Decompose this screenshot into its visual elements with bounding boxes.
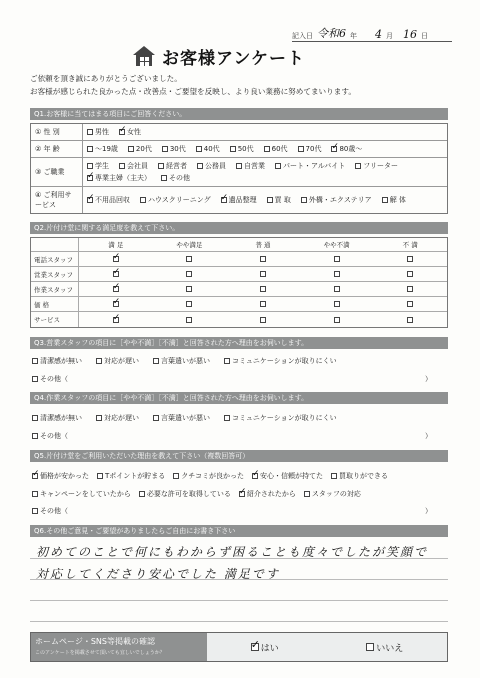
checkbox-icon[interactable]: [32, 358, 38, 364]
checkbox-icon[interactable]: [334, 286, 340, 292]
checkbox-icon[interactable]: [186, 301, 192, 307]
checkbox-icon[interactable]: [186, 286, 192, 292]
option-label: 20代: [135, 145, 152, 153]
option-label: 自営業: [244, 162, 265, 170]
option-label: 公務員: [205, 162, 226, 170]
q1-label: ② 年 齢: [31, 141, 83, 157]
option-label: 学生: [95, 162, 109, 170]
option-freeter[interactable]: [355, 161, 398, 171]
option-label: 50代: [237, 145, 254, 153]
option-label: 清潔感が無い: [40, 357, 82, 365]
intro-line-2: お客様が感じられた良かった点・改善点・ご要望を反映し、より良い業務に努めてまいります。: [30, 87, 356, 96]
q2-col-header: やや不満: [323, 241, 350, 249]
option-label: 80歳～: [339, 145, 363, 153]
q3-heading: Q3.営業スタッフの項目に［やや不満］［不満］と回答された方へ理由をお伺いします。: [30, 337, 448, 349]
option-label: 対応が遅い: [104, 357, 139, 365]
option-label: 遺品整理: [228, 196, 257, 204]
q2-row-label: 営業スタッフ: [31, 267, 79, 281]
publish-consent-label: [31, 633, 207, 661]
q4-heading: Q4.作業スタッフの項目に［やや不満］［不満］と回答された方へ理由をお伺いします。: [30, 392, 448, 404]
option-label: 外構・エクステリア: [308, 196, 372, 204]
publish-consent-title: ホームページ・SNS等掲載の確認: [35, 637, 155, 646]
checkbox-icon[interactable]: [260, 271, 266, 277]
q5-option-other[interactable]: [32, 506, 68, 516]
checkbox-icon[interactable]: [224, 415, 230, 421]
option-label: 清潔感が無い: [40, 414, 82, 422]
option-label: コミュニケーションが取りにくい: [232, 357, 337, 365]
checkbox-icon[interactable]: [260, 301, 266, 307]
q2-row-sales-staff: [31, 267, 447, 282]
checkbox-icon[interactable]: [407, 256, 413, 262]
q4-other: [32, 431, 432, 441]
checkbox-icon[interactable]: [87, 129, 93, 135]
q2-col-header: やや満足: [176, 241, 203, 249]
checkbox-icon[interactable]: [224, 358, 230, 364]
consent-yes-option[interactable]: [251, 641, 279, 654]
q1-row-gender: [31, 124, 447, 141]
intro-text: [30, 72, 460, 98]
option-label: 経営者: [166, 162, 187, 170]
entry-year-label: 年: [350, 32, 357, 40]
option-label: その他: [169, 174, 190, 182]
option-label: フリーター: [363, 162, 398, 170]
option-label: 40代: [203, 145, 220, 153]
checkbox-icon[interactable]: [162, 146, 168, 152]
option-buyback[interactable]: [267, 195, 291, 205]
q4-option-unclean[interactable]: [32, 413, 82, 423]
checkbox-icon[interactable]: [355, 163, 361, 169]
q2-row-service: [31, 312, 447, 327]
q5-option-referral[interactable]: [239, 489, 296, 499]
checkbox-icon[interactable]: [236, 163, 242, 169]
option-part-time[interactable]: [275, 161, 345, 171]
option-label: 30代: [169, 145, 186, 153]
q6-heading: Q6.その他ご意見・ご要望がありましたらご自由にお書き下さい: [30, 525, 448, 537]
q6-line-4: [30, 604, 448, 622]
checkbox-icon[interactable]: [407, 301, 413, 307]
checkbox-icon[interactable]: [97, 473, 103, 479]
checkbox-checked-icon[interactable]: [252, 473, 258, 479]
option-label: 言葉遣いが悪い: [161, 357, 210, 365]
q2-corner: [31, 238, 79, 251]
option-age-60s[interactable]: [264, 144, 288, 154]
option-employee[interactable]: [119, 161, 148, 171]
checkbox-icon[interactable]: [186, 317, 192, 323]
checkbox-checked-icon[interactable]: [331, 146, 337, 152]
q1-row-service: [31, 187, 447, 213]
q2-row-label: サービス: [31, 312, 79, 327]
checkbox-icon[interactable]: [260, 317, 266, 323]
checkbox-icon[interactable]: [230, 146, 236, 152]
q1-heading: Q1.お客様に当てはまる項目にご回答ください。: [30, 108, 448, 120]
q5-option-buyback[interactable]: [331, 471, 388, 481]
checkbox-icon[interactable]: [407, 317, 413, 323]
checkbox-icon[interactable]: [161, 175, 167, 181]
option-age-70s[interactable]: [298, 144, 322, 154]
checkbox-icon[interactable]: [298, 146, 304, 152]
option-label: 不用品回収: [95, 196, 130, 204]
q3-option-unclean[interactable]: [32, 356, 82, 366]
checkbox-icon[interactable]: [128, 146, 134, 152]
option-label: 対応が遅い: [104, 414, 139, 422]
option-self-employed[interactable]: [236, 161, 265, 171]
option-age-80plus[interactable]: [331, 144, 362, 154]
option-female[interactable]: [119, 127, 141, 137]
checkbox-checked-icon[interactable]: [87, 197, 93, 203]
checkbox-icon[interactable]: [366, 643, 374, 651]
consent-no-option[interactable]: [366, 641, 403, 654]
house-logo-icon: [132, 45, 156, 67]
checkbox-checked-icon[interactable]: [32, 473, 38, 479]
checkbox-icon[interactable]: [197, 163, 203, 169]
checkbox-icon[interactable]: [334, 301, 340, 307]
q5-other: [32, 506, 432, 516]
checkbox-icon[interactable]: [382, 197, 388, 203]
checkbox-icon[interactable]: [32, 415, 38, 421]
q1-label: ④ ご利用サービス: [31, 187, 83, 213]
checkbox-icon[interactable]: [260, 256, 266, 262]
checkbox-checked-icon[interactable]: [113, 301, 119, 307]
checkbox-icon[interactable]: [139, 491, 145, 497]
title-block: [132, 44, 305, 68]
option-label: ハウスクリーニング: [148, 196, 211, 204]
option-label: 解 体: [389, 196, 406, 204]
option-label: 60代: [271, 145, 288, 153]
option-label: クチコミが良かった: [181, 472, 245, 480]
q5-option-trust[interactable]: [252, 471, 323, 481]
q4-option-rude[interactable]: [153, 413, 210, 423]
checkbox-checked-icon[interactable]: [113, 271, 119, 277]
checkbox-icon[interactable]: [301, 197, 307, 203]
q2-row-price: [31, 297, 447, 312]
option-label: 70代: [305, 145, 322, 153]
option-male[interactable]: [87, 127, 109, 137]
checkbox-icon[interactable]: [186, 271, 192, 277]
q5-option-tpoint[interactable]: [97, 471, 165, 481]
paren-close: ）: [425, 507, 432, 515]
q6-handwritten-line-2: 対応してくださり安心でした 満足です: [36, 567, 280, 581]
option-label: 必要な許可を取得している: [146, 490, 231, 498]
q5-option-license[interactable]: [139, 489, 231, 499]
option-label: パート・アルバイト: [283, 162, 346, 170]
option-label: 紹介されたから: [246, 490, 296, 498]
q4-option-slow[interactable]: [96, 413, 139, 423]
q3-option-other[interactable]: [32, 374, 68, 384]
q2-row-label: 電話スタッフ: [31, 252, 79, 266]
publish-consent-options: [207, 633, 447, 661]
checkbox-icon[interactable]: [32, 491, 38, 497]
option-label: キャンペーンをしていたから: [40, 490, 131, 498]
checkbox-checked-icon[interactable]: [251, 643, 259, 651]
option-label: 女性: [127, 128, 141, 136]
option-age-50s[interactable]: [230, 144, 254, 154]
entry-day-label: 日: [421, 32, 428, 40]
checkbox-icon[interactable]: [96, 358, 102, 364]
q5-option-reviews[interactable]: [173, 471, 244, 481]
q3-other: [32, 374, 432, 384]
option-demolition[interactable]: [382, 195, 406, 205]
checkbox-icon[interactable]: [87, 163, 93, 169]
option-age-20s[interactable]: [128, 144, 152, 154]
option-label: 価格が安かった: [40, 472, 89, 480]
checkbox-checked-icon[interactable]: [221, 197, 227, 203]
option-label: 男性: [95, 128, 109, 136]
q2-row-work-staff: [31, 282, 447, 297]
checkbox-checked-icon[interactable]: [113, 286, 119, 292]
option-label: はい: [260, 643, 279, 654]
option-label: ～19歳: [95, 145, 118, 153]
checkbox-icon[interactable]: [267, 197, 273, 203]
option-estate-cleanup[interactable]: [221, 195, 257, 205]
q4-option-other[interactable]: [32, 431, 68, 441]
checkbox-icon[interactable]: [140, 197, 146, 203]
checkbox-icon[interactable]: [407, 286, 413, 292]
q5-options-row2: [32, 489, 448, 499]
option-label: いいえ: [376, 643, 404, 654]
checkbox-icon[interactable]: [334, 271, 340, 277]
option-age-under19[interactable]: [87, 144, 118, 154]
checkbox-icon[interactable]: [331, 473, 337, 479]
q2-heading: Q2.片付け堂に関する満足度を教えて下さい。: [30, 222, 448, 234]
option-age-30s[interactable]: [162, 144, 186, 154]
page-title: お客様アンケート: [162, 48, 305, 69]
checkbox-icon[interactable]: [260, 286, 266, 292]
q6-line-3: [30, 583, 448, 601]
checkbox-icon[interactable]: [173, 473, 179, 479]
checkbox-icon[interactable]: [153, 415, 159, 421]
paren-close: ）: [425, 432, 432, 440]
option-label: 言葉遣いが悪い: [161, 414, 210, 422]
q2-header-row: [31, 238, 447, 252]
q1-row-age: [31, 141, 447, 158]
option-age-40s[interactable]: [196, 144, 220, 154]
q1-table: [30, 123, 448, 214]
q2-col-header: 不 満: [402, 241, 418, 249]
checkbox-icon[interactable]: [334, 317, 340, 323]
q6-handwritten-line-1: 初めてのことで何にもわからず困ることも度々でしたが笑顔で: [36, 545, 429, 559]
option-student[interactable]: [87, 161, 109, 171]
option-house-cleaning[interactable]: [140, 195, 211, 205]
checkbox-icon[interactable]: [275, 163, 281, 169]
option-junk-removal[interactable]: [87, 195, 130, 205]
q5-option-price[interactable]: [32, 471, 89, 481]
paren-close: ）: [425, 375, 432, 383]
checkbox-checked-icon[interactable]: [87, 175, 93, 181]
q3-option-slow[interactable]: [96, 356, 139, 366]
checkbox-icon[interactable]: [32, 433, 38, 439]
checkbox-checked-icon[interactable]: [113, 317, 119, 323]
entry-month-label: 月: [386, 32, 393, 40]
q5-option-staff[interactable]: [304, 489, 361, 499]
entry-date-label: 記入日: [292, 32, 313, 40]
q5-options-row1: [32, 471, 448, 481]
entry-month-value: 4: [375, 28, 382, 41]
q3-options: [32, 356, 448, 366]
entry-day-value: 16: [403, 28, 417, 41]
intro-line-1: ご依頼を頂き誠にありがとうございました。: [30, 74, 182, 83]
q4-options: [32, 413, 448, 423]
option-label: コミュニケーションが取りにくい: [232, 414, 337, 422]
option-civil-servant[interactable]: [197, 161, 226, 171]
checkbox-icon[interactable]: [196, 146, 202, 152]
q2-row-label: 作業スタッフ: [31, 282, 79, 296]
option-label: スタッフの対応: [311, 490, 361, 498]
q3-option-rude[interactable]: [153, 356, 210, 366]
option-label: その他（: [40, 507, 68, 515]
option-label: その他（: [40, 375, 68, 383]
option-occupation-other[interactable]: [161, 173, 190, 183]
q5-heading: Q5.片付け堂をご利用いただいた理由を教えて下さい（複数回答可）: [30, 450, 448, 462]
option-label: 買 取: [274, 196, 291, 204]
option-label: 会社員: [127, 162, 148, 170]
option-label: その他（: [40, 432, 68, 440]
checkbox-icon[interactable]: [32, 376, 38, 382]
q5-option-campaign[interactable]: [32, 489, 131, 499]
q2-row-phone-staff: [31, 252, 447, 267]
entry-year-value: 令和6: [317, 27, 346, 40]
option-label: Tポイントが貯まる: [105, 472, 166, 480]
option-label: 買取りができる: [339, 472, 389, 480]
checkbox-icon[interactable]: [304, 491, 310, 497]
checkbox-icon[interactable]: [96, 415, 102, 421]
q1-row-occupation: [31, 158, 447, 187]
checkbox-icon[interactable]: [32, 508, 38, 514]
checkbox-icon[interactable]: [407, 271, 413, 277]
q1-label: ① 性 別: [31, 124, 83, 140]
q2-row-label: 価 格: [31, 297, 79, 311]
q1-label: ③ ご職業: [31, 158, 83, 186]
checkbox-checked-icon[interactable]: [119, 129, 125, 135]
checkbox-checked-icon[interactable]: [113, 256, 119, 262]
option-exterior[interactable]: [301, 195, 372, 205]
checkbox-icon[interactable]: [119, 163, 125, 169]
option-manager[interactable]: [158, 161, 187, 171]
publish-consent-subtitle: このアンケートを掲載させて頂いても宜しいでしょうか？: [35, 650, 165, 656]
option-label: 専業主婦（主夫）: [95, 174, 151, 182]
checkbox-icon[interactable]: [186, 256, 192, 262]
checkbox-icon[interactable]: [87, 146, 93, 152]
checkbox-checked-icon[interactable]: [239, 491, 245, 497]
publish-consent: [30, 632, 448, 662]
checkbox-icon[interactable]: [264, 146, 270, 152]
q2-col-header: 満 足: [108, 241, 124, 249]
entry-date: [292, 28, 452, 42]
q2-table: [30, 237, 448, 328]
checkbox-icon[interactable]: [158, 163, 164, 169]
q3-option-communication[interactable]: [224, 356, 337, 366]
checkbox-icon[interactable]: [153, 358, 159, 364]
q2-col-header: 普 通: [255, 241, 271, 249]
checkbox-icon[interactable]: [334, 256, 340, 262]
q4-option-communication[interactable]: [224, 413, 337, 423]
option-homemaker[interactable]: [87, 173, 151, 183]
option-label: 安心・信頼が持てた: [260, 472, 324, 480]
